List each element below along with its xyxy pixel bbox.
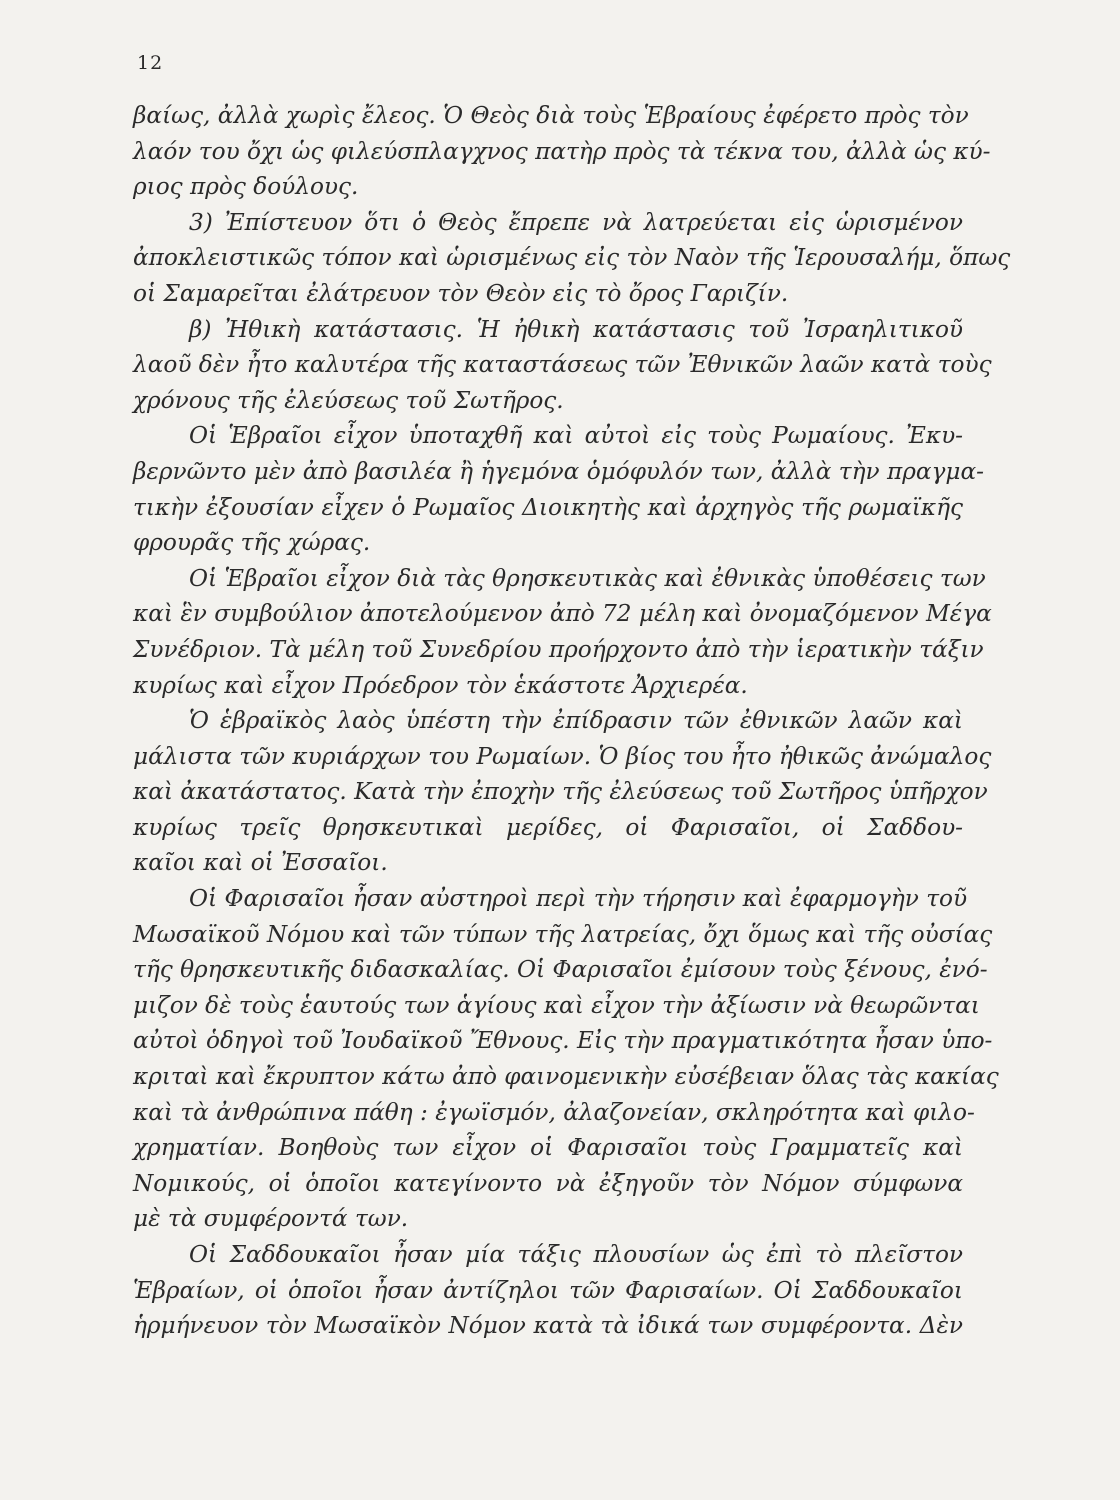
text-line: Ἑβραίων, οἱ ὁποῖοι ἦσαν ἀντίζηλοι τῶν Φαρισαίων. Οἱ Σαδδουκαῖοι	[133, 1276, 963, 1304]
text-line: χρηματίαν. Βοηθοὺς των εἶχον οἱ Φαρισαῖοι τοὺς Γραμματεῖς καὶ	[133, 1134, 963, 1162]
text-line: Ὁ ἑβραϊκὸς λαὸς ὑπέστη τὴν ἐπίδρασιν τῶν ἐθνικῶν λαῶν καὶ	[189, 707, 963, 735]
text-line: 3) Ἐπίστευον ὅτι ὁ Θεὸς ἔπρεπε νὰ λατρεύεται εἰς ὡρισμένον	[189, 208, 963, 236]
text-line: μιζον δὲ τοὺς ἑαυτούς των ἁγίους καὶ εἶχον τὴν ἀξίωσιν νὰ θεωρῶνται	[133, 991, 980, 1019]
text-line: χρόνους τῆς ἐλεύσεως τοῦ Σωτῆρος.	[133, 386, 564, 414]
text-line: καὶ ἀκατάστατος. Κατὰ τὴν ἐποχὴν τῆς ἐλεύσεως τοῦ Σωτῆρος ὑπῆρχον	[133, 778, 988, 806]
text-line: αὐτοὶ ὁδηγοὶ τοῦ Ἰουδαϊκοῦ Ἔθνους. Εἰς τὴν πραγματικότητα ἦσαν ὑπο-	[133, 1027, 993, 1055]
text-line: βαίως, ἀλλὰ χωρὶς ἔλεος. Ὁ Θεὸς διὰ τοὺς Ἑβραίους ἐφέρετο πρὸς τὸν	[133, 102, 969, 129]
text-line: Μωσαϊκοῦ Νόμου καὶ τῶν τύπων τῆς λατρείας, ὄχι ὅμως καὶ τῆς οὐσίας	[133, 920, 993, 948]
section-heading-line: β) Ἠθικὴ κατάστασις. Ἡ ἠθικὴ κατάστασις τοῦ Ἰσραηλιτικοῦ	[189, 315, 963, 343]
text-line: Οἱ Ἑβραῖοι εἶχον διὰ τὰς θρησκευτικὰς καὶ ἐθνικὰς ὑποθέσεις των	[189, 564, 986, 592]
text-line: ἀποκλειστικῶς τόπον καὶ ὡρισμένως εἰς τὸν Ναὸν τῆς Ἱερουσαλήμ, ὅπως	[133, 244, 1011, 272]
text-line: ἡρμήνευον τὸν Μωσαϊκὸν Νόμον κατὰ τὰ ἰδικά των συμφέροντα. Δὲν	[133, 1312, 963, 1340]
text-line: κυρίως καὶ εἶχον Πρόεδρον τὸν ἑκάστοτε Ἀρχιερέα.	[133, 671, 748, 699]
text-line: κυρίως τρεῖς θρησκευτικαὶ μερίδες, οἱ Φαρισαῖοι, οἱ Σαδδου-	[133, 813, 963, 841]
text-line: Οἱ Σαδδουκαῖοι ἦσαν μία τάξις πλουσίων ὡς ἐπὶ τὸ πλεῖστον	[189, 1241, 963, 1268]
text-line: οἱ Σαμαρεῖται ἐλάτρευον τὸν Θεὸν εἰς τὸ ὄρος Γαριζίν.	[133, 279, 789, 307]
text-line: μάλιστα τῶν κυριάρχων του Ρωμαίων. Ὁ βίος του ἦτο ἠθικῶς ἀνώμαλος	[133, 742, 992, 770]
text-line: φρουρᾶς τῆς χώρας.	[133, 529, 371, 557]
text-line: τικὴν ἐξουσίαν εἶχεν ὁ Ρωμαῖος Διοικητὴς καὶ ἀρχηγὸς τῆς ρωμαϊκῆς	[133, 493, 963, 521]
text-line: μὲ τὰ συμφέροντά των.	[133, 1205, 409, 1233]
text-line: τῆς θρησκευτικῆς διδασκαλίας. Οἱ Φαρισαῖοι ἐμίσουν τοὺς ξένους, ἐνό-	[133, 956, 988, 984]
text-line: καὶ ἓν συμβούλιον ἀποτελούμενον ἀπὸ 72 μέλη καὶ ὀνομαζόμενον Μέγα	[133, 600, 992, 628]
page-number: 12	[137, 52, 164, 74]
text-line: λαοῦ δὲν ἦτο καλυτέρα τῆς καταστάσεως τῶν Ἐθνικῶν λαῶν κατὰ τοὺς	[133, 351, 992, 379]
text-line: καῖοι καὶ οἱ Ἐσσαῖοι.	[133, 849, 388, 877]
text-line: καὶ τὰ ἀνθρώπινα πάθη : ἐγωϊσμόν, ἀλαζονείαν, σκληρότητα καὶ φιλο-	[133, 1098, 975, 1126]
text-line: Οἱ Ἑβραῖοι εἶχον ὑποταχθῆ καὶ αὐτοὶ εἰς τοὺς Ρωμαίους. Ἐκυ-	[189, 422, 963, 450]
text-line: βερνῶντο μὲν ἀπὸ βασιλέα ἢ ἡγεμόνα ὁμόφυλόν των, ἀλλὰ τὴν πραγμα-	[133, 457, 984, 485]
text-line: Οἱ Φαρισαῖοι ἦσαν αὐστηροὶ περὶ τὴν τήρησιν καὶ ἐφαρμογὴν τοῦ	[189, 885, 968, 913]
text-line: Νομικούς, οἱ ὁποῖοι κατεγίνοντο νὰ ἐξηγοῦν τὸν Νόμον σύμφωνα	[133, 1169, 963, 1197]
text-line: κριταὶ καὶ ἔκρυπτον κάτω ἀπὸ φαινομενικὴν εὐσέβειαν ὅλας τὰς κακίας	[133, 1063, 999, 1091]
text-line: Συνέδριον. Τὰ μέλη τοῦ Συνεδρίου προήρχοντο ἀπὸ τὴν ἱερατικὴν τάξιν	[133, 635, 984, 663]
text-line: λαόν του ὄχι ὡς φιλεύσπλαγχνος πατὴρ πρὸς τὰ τέκνα του, ἀλλὰ ὡς κύ-	[133, 137, 991, 165]
text-body	[133, 98, 1011, 1344]
text-line: ριος πρὸς δούλους.	[133, 173, 359, 201]
